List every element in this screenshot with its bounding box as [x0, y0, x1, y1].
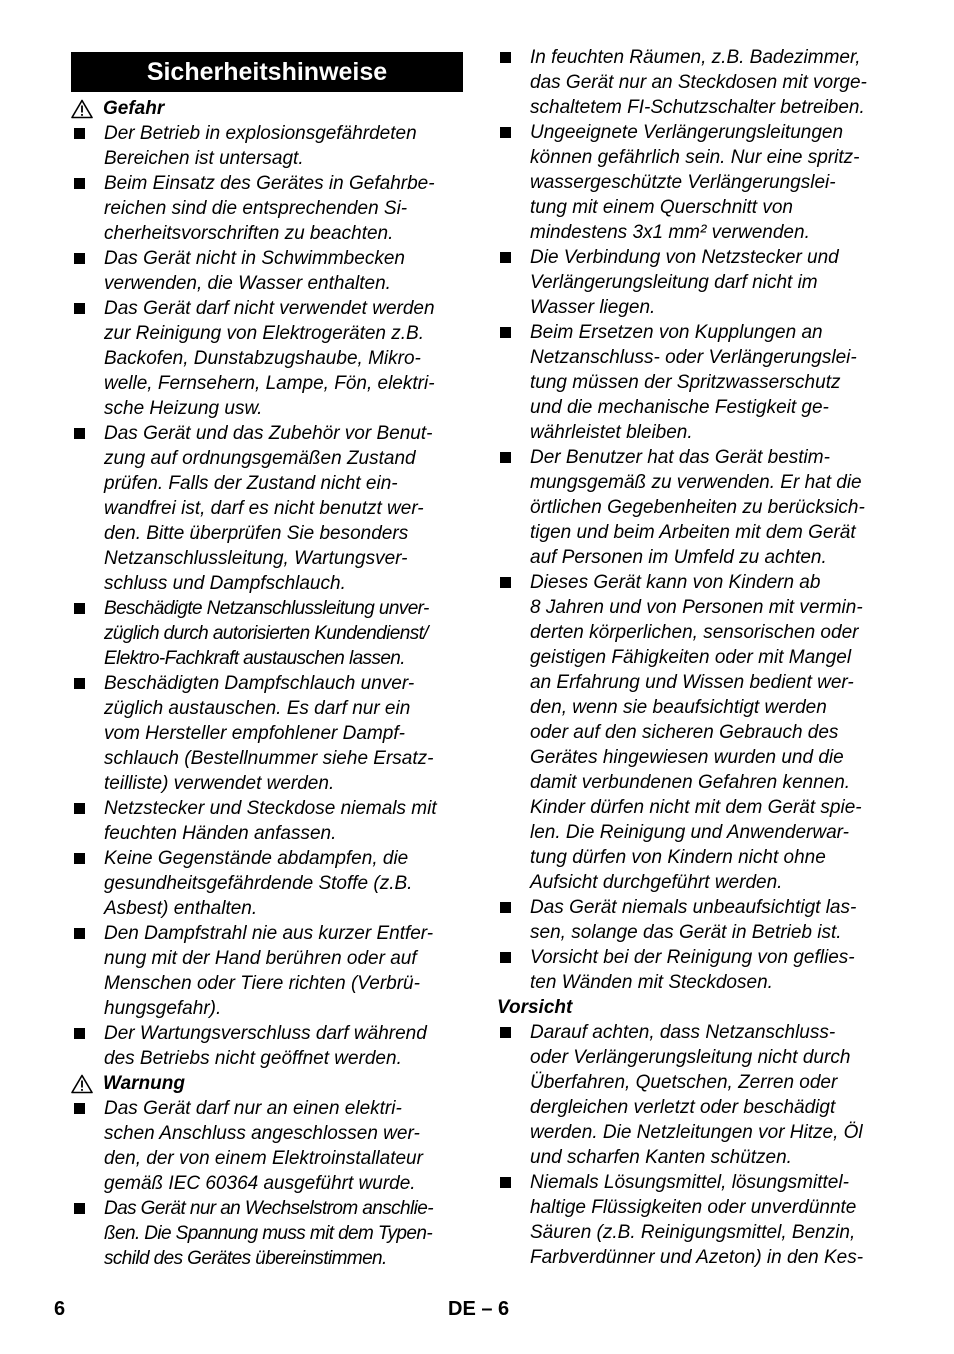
- list-item: Das Gerät darf nur an einen elektri- schen Anschluss angeschlossen wer- den, der von einem Elektroinstallateur gemäß IEC 60364 ausgeführt wurde.: [71, 1096, 463, 1196]
- list-item: Dieses Gerät kann von Kindern ab 8 Jahren und von Personen mit vermin- derten körperlichen, sensorischen oder geistigen Fähigkeiten oder mit Mangel an Erfahrung und Wissen bedient wer- den, wenn sie beaufsichtigt werden oder auf den sicheren Gebrauch des Gerätes hingewiesen wurden und die damit verbundenen Gefahren kennen. Kinder dürfen nicht mit dem Gerät spie- len. Die Reinigung und Anwenderwar- tung dürfen von Kindern nicht ohne Aufsicht durchgeführt werden.: [497, 570, 889, 895]
- warning-heading-label: Warnung: [103, 1073, 185, 1094]
- bullet-icon: [74, 678, 85, 689]
- list-item: Beschädigte Netzanschlussleitung unver- züglich durch autorisierten Kundendienst/ Elektro-Fachkraft austauschen lassen.: [71, 596, 463, 671]
- bullet-icon: [74, 253, 85, 264]
- list-item: Beschädigten Dampfschlauch unver- züglich austauschen. Es darf nur ein vom Hersteller empfohlener Dampf- schlauch (Bestellnummer siehe Ersatz- teilliste) verwendet werden.: [71, 671, 463, 796]
- bullet-icon: [500, 577, 511, 588]
- danger-list: [71, 121, 463, 1071]
- bullet-icon: [500, 327, 511, 338]
- list-item: Das Gerät niemals unbeaufsichtigt las- sen, solange das Gerät in Betrieb ist.: [497, 895, 889, 945]
- list-item: Den Dampfstrahl nie aus kurzer Entfer- nung mit der Hand berühren oder auf Menschen oder Tiere richten (Verbrü- hungsgefahr).: [71, 921, 463, 1021]
- list-item: Das Gerät nur an Wechselstrom anschlie- ßen. Die Spannung muss mit dem Typen- schild des Gerätes übereinstimmen.: [71, 1196, 463, 1271]
- page-number: 6: [54, 1298, 66, 1320]
- list-item: Keine Gegenstände abdampfen, die gesundheitsgefährdende Stoffe (z.B. Asbest) enthalten.: [71, 846, 463, 921]
- warning-heading: [71, 1071, 463, 1096]
- bullet-icon: [500, 1027, 511, 1038]
- bullet-icon: [74, 428, 85, 439]
- danger-heading-label: Gefahr: [103, 98, 165, 119]
- bullet-icon: [500, 902, 511, 913]
- list-item: Das Gerät und das Zubehör vor Benut- zung auf ordnungsgemäßen Zustand prüfen. Falls der Zustand nicht ein- wandfrei ist, darf es nicht benutzt wer- den. Bitte überprüfen Sie besonders Netzanschlussleitung, Wartungsver- schluss und Dampfschlauch.: [71, 421, 463, 596]
- right-column: [497, 45, 889, 1270]
- section-title: Sicherheitshinweise: [71, 52, 463, 92]
- list-item: Die Verbindung von Netzstecker und Verlängerungsleitung darf nicht im Wasser liegen.: [497, 245, 889, 320]
- caution-list: [497, 1020, 889, 1270]
- page-code: DE – 6: [448, 1298, 510, 1320]
- bullet-icon: [74, 803, 85, 814]
- bullet-icon: [74, 853, 85, 864]
- list-item: In feuchten Räumen, z.B. Badezimmer, das Gerät nur an Steckdosen mit vorge- schaltetem FI-Schutzschalter betreiben.: [497, 45, 889, 120]
- bullet-icon: [500, 127, 511, 138]
- bullet-icon: [500, 952, 511, 963]
- list-item: Der Benutzer hat das Gerät bestim- mungsgemäß zu verwenden. Er hat die örtlichen Gegebenheiten zu berücksich- tigen und beim Arbeiten mit dem Gerät auf Personen im Umfeld zu achten.: [497, 445, 889, 570]
- list-item: Das Gerät darf nicht verwendet werden zur Reinigung von Elektrogeräten z.B. Backofen, Dunstabzugshaube, Mikro- welle, Fernsehern, Lampe, Fön, elektri- sche Heizung usw.: [71, 296, 463, 421]
- bullet-icon: [500, 52, 511, 63]
- list-item: Beim Einsatz des Gerätes in Gefahrbe- reichen sind die entsprechenden Si- cherheitsvorschriften zu beachten.: [71, 171, 463, 246]
- bullet-icon: [74, 1103, 85, 1114]
- bullet-icon: [500, 452, 511, 463]
- bullet-icon: [74, 128, 85, 139]
- warning-list: [71, 1096, 463, 1271]
- left-column: [71, 45, 463, 1271]
- bullet-icon: [74, 178, 85, 189]
- bullet-icon: [500, 252, 511, 263]
- bullet-icon: [74, 303, 85, 314]
- bullet-icon: [74, 603, 85, 614]
- list-item: Der Wartungsverschluss darf während des Betriebs nicht geöffnet werden.: [71, 1021, 463, 1071]
- list-item: Darauf achten, dass Netzanschluss- oder Verlängerungsleitung nicht durch Überfahren, Quetschen, Zerren oder dergleichen verletzt oder beschädigt werden. Die Netzleitungen vor Hitze, Öl und scharfen Kanten schützen.: [497, 1020, 889, 1170]
- caution-heading: [497, 995, 889, 1020]
- bullet-icon: [74, 928, 85, 939]
- list-item: Beim Ersetzen von Kupplungen an Netzanschluss- oder Verlängerungslei- tung müssen der Spritzwasserschutz und die mechanische Festigkeit ge- währleistet bleiben.: [497, 320, 889, 445]
- warning-triangle-icon: [71, 99, 93, 119]
- bullet-icon: [500, 1177, 511, 1188]
- right-list: [497, 45, 889, 995]
- list-item: Vorsicht bei der Reinigung von geflies- ten Wänden mit Steckdosen.: [497, 945, 889, 995]
- list-item: Das Gerät nicht in Schwimmbecken verwenden, die Wasser enthalten.: [71, 246, 463, 296]
- warning-triangle-icon: [71, 1074, 93, 1094]
- bullet-icon: [74, 1203, 85, 1214]
- danger-heading: [71, 96, 463, 121]
- list-item: Niemals Lösungsmittel, lösungsmittel- haltige Flüssigkeiten oder unverdünnte Säuren (z.B. Reinigungsmittel, Benzin, Farbverdünner und Azeton) in den Kes-: [497, 1170, 889, 1270]
- list-item: Der Betrieb in explosionsgefährdeten Bereichen ist untersagt.: [71, 121, 463, 171]
- list-item: Ungeeignete Verlängerungsleitungen können gefährlich sein. Nur eine spritz- wassergeschützte Verlängerungslei- tung mit einem Querschnitt von mindestens 3x1 mm² verwenden.: [497, 120, 889, 245]
- caution-heading-label: Vorsicht: [497, 997, 573, 1018]
- list-item: Netzstecker und Steckdose niemals mit feuchten Händen anfassen.: [71, 796, 463, 846]
- bullet-icon: [74, 1028, 85, 1039]
